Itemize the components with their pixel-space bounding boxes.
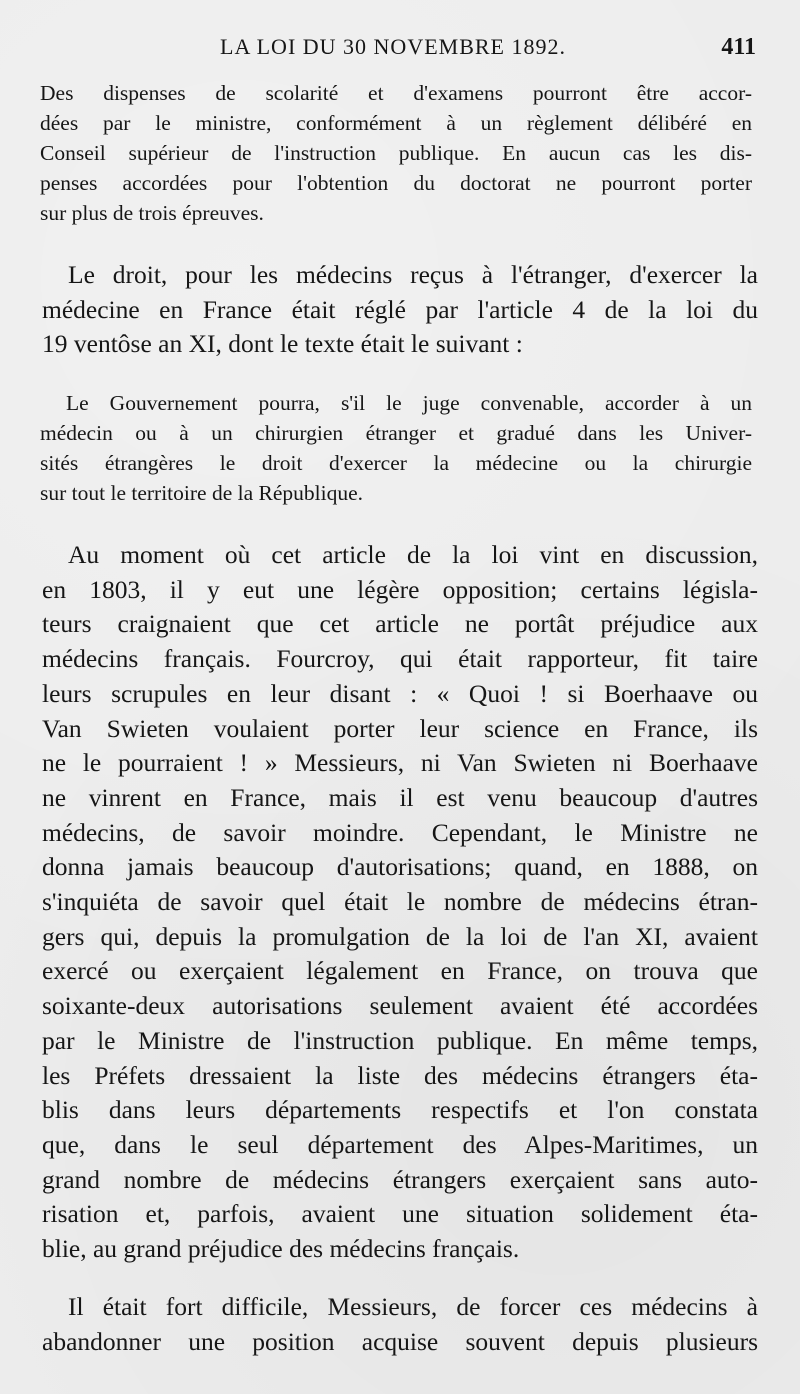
paragraph-difficulte [42, 1290, 758, 1359]
page-number: 411 [721, 34, 756, 60]
text-line: sur plus de trois épreuves. [40, 201, 264, 225]
paragraph-droit-medecins [42, 258, 758, 362]
quoted-text-article-4 [40, 388, 752, 508]
text-line: soixante-deux autorisations seulement avaient été accordées [42, 991, 758, 1021]
text-line: teurs craignaient que cet article ne portât préjudice aux [42, 609, 758, 639]
text-line: sur tout le territoire de la République. [40, 481, 364, 505]
text-line: les Préfets dressaient la liste des médecins étrangers éta- [42, 1060, 758, 1090]
text-line: Le Gouvernement pourra, s'il le juge convenable, accorder à un [66, 391, 752, 415]
text-line: blie, au grand préjudice des médecins français. [42, 1234, 520, 1264]
quoted-text-dispenses [40, 78, 752, 228]
text-line: Au moment où cet article de la loi vint en discussion, [68, 540, 758, 569]
running-title: LA LOI DU 30 NOVEMBRE 1892. [220, 34, 566, 59]
text-line: Conseil supérieur de l'instruction publique. En aucun cas les dis- [40, 141, 752, 165]
text-line: Van Swieten voulaient porter leur science en France, ils [42, 713, 758, 743]
text-line: s'inquiéta de savoir quel était le nombre de médecins étran- [42, 887, 758, 917]
text-line: blis dans leurs départements respectifs et l'on constata [42, 1095, 758, 1125]
text-line: gers qui, depuis la promulgation de la loi de l'an XI, avaient [42, 921, 758, 951]
text-line: penses accordées pour l'obtention du doctorat ne pourront porter [40, 171, 752, 195]
text-line: leurs scrupules en leur disant : « Quoi ! si Boerhaave ou [42, 678, 758, 708]
text-line: sités étrangères le droit d'exercer la médecine ou la chirurgie [40, 451, 752, 475]
text-line: Des dispenses de scolarité et d'examens pourront être accor- [40, 81, 752, 105]
text-line: médecine en France était réglé par l'article 4 de la loi du [42, 294, 758, 324]
paragraph-discussion-1803 [42, 538, 758, 1267]
text-line: grand nombre de médecins étrangers exerçaient sans auto- [42, 1164, 758, 1194]
text-line: ne vinrent en France, mais il est venu beaucoup d'autres [42, 782, 758, 812]
text-line: abandonner une position acquise souvent depuis plusieurs [42, 1326, 758, 1356]
text-line: donna jamais beaucoup d'autorisations; quand, en 1888, on [42, 852, 758, 882]
text-line: Le droit, pour les médecins reçus à l'étranger, d'exercer la [68, 260, 758, 289]
text-line: Il était fort difficile, Messieurs, de forcer ces médecins à [68, 1292, 758, 1321]
text-line: en 1803, il y eut une légère opposition; certains législa- [42, 574, 758, 604]
page-header [220, 34, 756, 70]
text-line: risation et, parfois, avaient une situation solidement éta- [42, 1199, 758, 1229]
text-line: médecins français. Fourcroy, qui était rapporteur, fit taire [42, 644, 758, 674]
text-line: ne le pourraient ! » Messieurs, ni Van Swieten ni Boerhaave [42, 748, 758, 778]
text-line: que, dans le seul département des Alpes-Maritimes, un [42, 1129, 758, 1159]
text-line: médecins, de savoir moindre. Cependant, le Ministre ne [42, 817, 758, 847]
text-line: par le Ministre de l'instruction publique. En même temps, [42, 1025, 758, 1055]
text-line: exercé ou exerçaient légalement en France, on trouva que [42, 956, 758, 986]
text-line: dées par le ministre, conformément à un règlement délibéré en [40, 111, 752, 135]
text-line: 19 ventôse an XI, dont le texte était le suivant : [42, 329, 523, 359]
text-line: médecin ou à un chirurgien étranger et gradué dans les Univer- [40, 421, 752, 445]
